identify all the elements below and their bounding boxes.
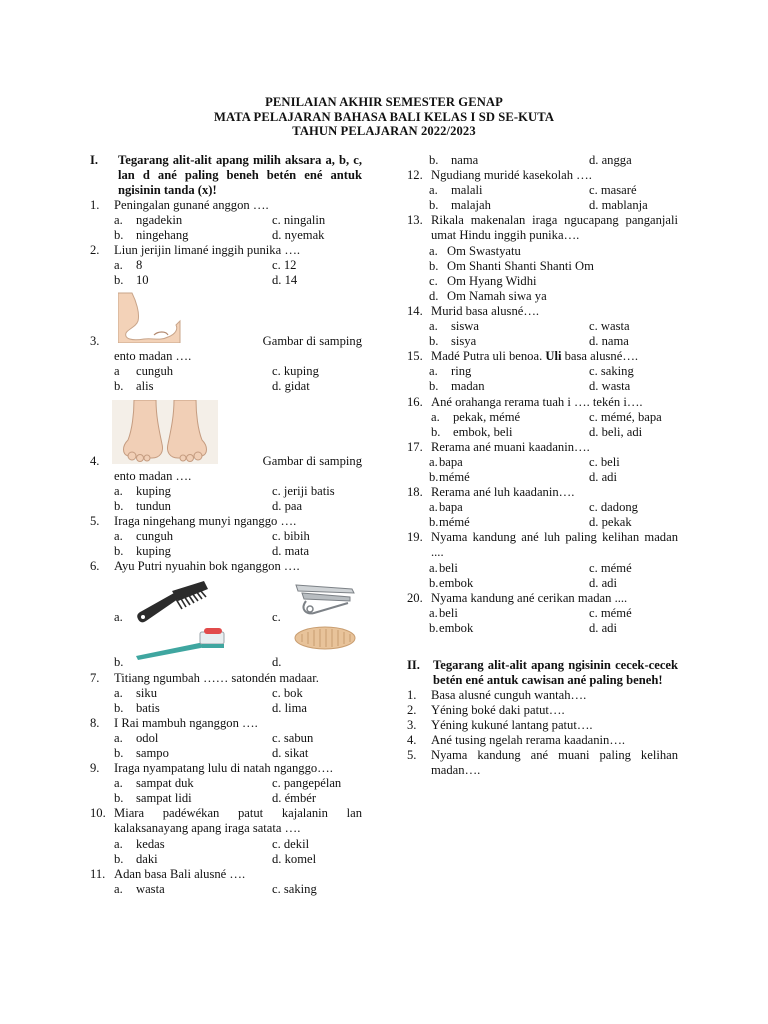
option-d[interactable]: d. pekak: [589, 515, 632, 530]
option-d[interactable]: d. adi: [589, 469, 617, 484]
header-line-3: TAHUN PELAJARAN 2022/2023: [292, 124, 476, 138]
option-a[interactable]: a. pekak, mémé: [431, 409, 521, 424]
question-number: 2.: [90, 243, 100, 258]
item-number: 4.: [407, 733, 417, 748]
option-b[interactable]: b. madan: [429, 379, 485, 394]
option-a[interactable]: a.beli: [429, 605, 458, 620]
question-15-options: [407, 364, 678, 394]
option-d[interactable]: d. adi: [589, 620, 617, 635]
question-number: 16.: [407, 394, 423, 409]
question-text: ento madan ….: [114, 348, 192, 363]
question-text: Gambar di samping: [262, 333, 362, 348]
question-13-options: [407, 244, 678, 304]
option-c[interactable]: c. saking: [272, 881, 317, 896]
option-d[interactable]: d. nyemak: [272, 228, 325, 243]
question-text: Gambar di samping: [262, 453, 362, 468]
question-number: 14.: [407, 303, 423, 318]
question-5-options: [90, 529, 362, 559]
question-text: ento madan ….: [114, 468, 192, 483]
essay-item-2[interactable]: [407, 703, 678, 718]
option-c[interactable]: c. masaré: [589, 183, 637, 198]
question-14: [407, 304, 678, 319]
option-b[interactable]: b. malajah: [429, 198, 491, 213]
item-text: Yéning kukuné lantang patut….: [431, 718, 593, 733]
option-d[interactable]: d. mablanja: [589, 198, 648, 213]
option-b[interactable]: b. Om Shanti Shanti Shanti Om: [429, 258, 594, 273]
item-text: Yéning boké daki patut….: [431, 703, 565, 718]
question-14-options: [407, 319, 678, 349]
option-d[interactable]: d. nama: [589, 334, 629, 349]
option-c[interactable]: c. pangepélan: [272, 776, 342, 791]
question-19: [407, 530, 678, 560]
option-a[interactable]: a. wasta: [114, 881, 165, 896]
question-number: 11.: [90, 866, 106, 881]
option-d-brush[interactable]: d.: [272, 628, 362, 671]
toothbrush-image: [134, 624, 226, 660]
option-d[interactable]: d. sikat: [272, 745, 309, 760]
section-title: Tegarang alit-alit apang milih aksara a, b, c, lan d ané paling beneh betén ené antuk ngisinin tanda (x)!: [118, 153, 362, 197]
question-number: 19.: [407, 530, 423, 545]
nail-clipper-image: [292, 579, 358, 619]
question-3: [90, 289, 362, 349]
option-d[interactable]: d. gidat: [272, 378, 310, 393]
option-c[interactable]: c. wasta: [589, 319, 630, 334]
option-d[interactable]: d. beli, adi: [589, 424, 643, 439]
section-number: II.: [407, 658, 420, 672]
question-number: 8.: [90, 715, 100, 730]
option-a[interactable]: a.beli: [429, 560, 458, 575]
question-18-options: [407, 500, 678, 530]
question-text: Ané orahanga rerama tuah i …. tekén i….: [431, 394, 643, 409]
option-b[interactable]: b. alis: [114, 378, 154, 393]
left-column: [90, 153, 362, 897]
question-number: 20.: [407, 590, 423, 605]
question-text: Miara padéwékan patut kajalanin lan kalaksanayang apang iraga satata ….: [114, 806, 362, 836]
option-d[interactable]: d. komel: [272, 851, 317, 866]
question-7: [90, 671, 362, 686]
item-text: Nyama kandung ané muani paling kelihan madan….: [431, 748, 678, 778]
question-text: Iraga ningehang munyi nganggo ….: [114, 514, 297, 529]
question-12: [407, 168, 678, 183]
question-11-options-right: [407, 153, 678, 168]
right-column: [407, 153, 678, 779]
question-number: 17.: [407, 439, 423, 454]
section-title: Tegarang alit-alit apang ngisinin cecek-cecek betén ené antuk cawisan ané paling beneh!: [433, 658, 678, 687]
question-text: Ngudiang muridé kasekolah ….: [431, 168, 592, 183]
question-text: Murid basa alusné….: [431, 303, 540, 318]
question-3-cont: [90, 349, 362, 364]
question-text: Madé Putra uli benoa. Uli basa alusné….: [431, 349, 639, 364]
option-b[interactable]: b. tundun: [114, 499, 171, 514]
essay-item-1[interactable]: [407, 688, 678, 703]
essay-item-3[interactable]: [407, 718, 678, 733]
item-number: 2.: [407, 703, 417, 718]
section-2-heading: [407, 658, 678, 688]
option-c-nail-clipper[interactable]: c.: [272, 575, 362, 628]
option-b[interactable]: b. batis: [114, 700, 160, 715]
option-c[interactable]: c. bibih: [272, 529, 310, 544]
header-line-2: MATA PELAJARAN BAHASA BALI KELAS I SD SE-KUTA: [213, 109, 555, 124]
question-text: Adan basa Bali alusné ….: [114, 866, 246, 881]
question-18: [407, 485, 678, 500]
option-b[interactable]: b.embok: [429, 620, 474, 635]
option-b[interactable]: b. kuping: [114, 544, 171, 559]
option-b-toothbrush[interactable]: b.: [114, 628, 272, 671]
question-9-options: [90, 776, 362, 806]
question-7-options: [90, 686, 362, 716]
question-1-options: [90, 213, 362, 243]
question-8: [90, 716, 362, 731]
question-number: 13.: [407, 213, 423, 228]
question-text: Nyama kandung ané luh paling kelihan madan ....: [431, 530, 678, 560]
option-d[interactable]: d. adi: [589, 575, 617, 590]
option-c[interactable]: c. dekil: [272, 836, 310, 851]
option-a[interactable]: a. ngadekin: [114, 213, 183, 228]
question-text: I Rai mambuh nganggon ….: [114, 715, 258, 730]
question-text: Titiang ngumbah …… satondén madaar.: [114, 670, 319, 685]
question-number: 9.: [90, 761, 100, 776]
option-a[interactable]: a. Om Swastyatu: [429, 243, 521, 258]
question-number: 15.: [407, 349, 423, 364]
option-d[interactable]: d. angga: [589, 153, 632, 167]
feet-image: [112, 400, 218, 464]
option-a[interactable]: a. siku: [114, 685, 157, 700]
question-17-options: [407, 455, 678, 485]
item-number: 1.: [407, 688, 417, 702]
item-text: Ané tusing ngelah rerama kaadanin….: [431, 733, 626, 748]
option-c[interactable]: c. 12: [272, 258, 297, 273]
option-b[interactable]: b. nama: [429, 153, 479, 167]
option-b[interactable]: b.embok: [429, 575, 474, 590]
question-8-options: [90, 731, 362, 761]
question-10: [90, 806, 362, 836]
question-16: [407, 395, 678, 410]
question-number: 18.: [407, 485, 423, 500]
item-text: Basa alusné cunguh wantah….: [431, 688, 587, 702]
option-c[interactable]: c. Om Hyang Widhi: [429, 273, 537, 288]
question-text: Ayu Putri nyuahin bok nganggon ….: [114, 559, 300, 574]
question-number: 6.: [90, 559, 100, 574]
brush-image: [292, 624, 358, 654]
option-b[interactable]: b. embok, beli: [431, 424, 513, 439]
option-d[interactable]: d. Om Namah siwa ya: [429, 288, 547, 303]
header-line-1: PENILAIAN AKHIR SEMESTER GENAP: [265, 95, 503, 109]
option-b[interactable]: b. 10: [114, 273, 149, 288]
question-text: Liun jerijin limané inggih punika ….: [114, 243, 301, 258]
option-a[interactable]: a.bapa: [429, 500, 463, 515]
question-17: [407, 440, 678, 455]
option-b[interactable]: b. daki: [114, 851, 158, 866]
question-20: [407, 591, 678, 606]
item-number: 5.: [407, 748, 417, 763]
question-11-options-left: [90, 882, 362, 897]
question-number: 1.: [90, 198, 100, 212]
question-number: 10.: [90, 806, 106, 821]
question-text: Peningalan gunané anggon ….: [114, 198, 269, 212]
option-b[interactable]: b. sampo: [114, 745, 169, 760]
option-a-comb[interactable]: a.: [114, 575, 272, 628]
option-a[interactable]: a.bapa: [429, 454, 463, 469]
spacer: [407, 636, 678, 658]
section-number: I.: [90, 153, 99, 167]
essay-item-5[interactable]: [407, 748, 678, 778]
option-a[interactable]: a. 8: [114, 258, 143, 273]
option-c[interactable]: c. dadong: [589, 500, 638, 515]
option-d[interactable]: d. mata: [272, 544, 310, 559]
question-text: Rerama ané muani kaadanin….: [431, 439, 590, 454]
option-d[interactable]: d. 14: [272, 273, 298, 288]
question-number: 5.: [90, 514, 100, 529]
option-b[interactable]: b. ningehang: [114, 228, 189, 243]
question-text: Rikala makenalan iraga ngucapang panganjali umat Hindu inggih punika….: [431, 213, 678, 243]
question-3-options: [90, 364, 362, 394]
option-a[interactable]: a. kuping: [114, 483, 171, 498]
option-a[interactable]: a. siswa: [429, 319, 479, 334]
question-number: 4.: [90, 453, 100, 468]
question-4: [90, 394, 362, 469]
item-number: 3.: [407, 718, 417, 733]
question-1: [90, 198, 362, 213]
option-c[interactable]: c. mémé, bapa: [589, 409, 662, 424]
option-c[interactable]: c. saking: [589, 364, 634, 379]
question-10-options: [90, 837, 362, 867]
question-15: [407, 349, 678, 364]
question-2-options: [90, 258, 362, 288]
option-a[interactable]: a. odol: [114, 730, 159, 745]
question-number: 3.: [90, 333, 100, 348]
question-4-options: [90, 484, 362, 514]
question-text: Iraga nyampatang lulu di natah nganggo….: [114, 761, 333, 776]
option-a[interactable]: a. kedas: [114, 836, 165, 851]
question-12-options: [407, 183, 678, 213]
option-c[interactable]: c. bok: [272, 685, 303, 700]
option-a[interactable]: a. cunguh: [114, 529, 174, 544]
question-4-cont: [90, 469, 362, 484]
question-13: [407, 213, 678, 243]
page-header: [0, 95, 768, 139]
question-text: Nyama kandung ané cerikan madan ....: [431, 590, 628, 605]
option-b[interactable]: b. sisya: [429, 334, 477, 349]
option-d[interactable]: d. lima: [272, 700, 307, 715]
question-5: [90, 514, 362, 529]
option-b[interactable]: b. sampat lidi: [114, 791, 192, 806]
option-b[interactable]: b.mémé: [429, 469, 470, 484]
question-19-options: [407, 561, 678, 591]
section-1-heading: [90, 153, 362, 198]
option-c[interactable]: c. jeriji batis: [272, 483, 335, 498]
option-a[interactable]: a. sampat duk: [114, 776, 194, 791]
option-c[interactable]: c. mémé: [589, 605, 632, 620]
question-text: Rerama ané luh kaadanin….: [431, 485, 575, 500]
nose-image: [118, 291, 184, 343]
question-20-options: [407, 606, 678, 636]
option-b[interactable]: b.mémé: [429, 515, 470, 530]
option-d[interactable]: d. paa: [272, 499, 303, 514]
question-number: 12.: [407, 168, 423, 183]
section-2-items: [407, 688, 678, 779]
option-c[interactable]: c. mémé: [589, 560, 632, 575]
question-2: [90, 243, 362, 258]
option-c[interactable]: c. beli: [589, 454, 620, 469]
question-number: 7.: [90, 670, 100, 685]
option-d[interactable]: d. wasta: [589, 379, 631, 394]
option-c[interactable]: c. ningalin: [272, 213, 326, 228]
essay-item-4[interactable]: [407, 733, 678, 748]
option-a[interactable]: a cunguh: [114, 363, 174, 378]
option-a[interactable]: a. ring: [429, 364, 472, 379]
option-c[interactable]: c. kuping: [272, 363, 319, 378]
question-11: [90, 867, 362, 882]
question-16-options: [407, 410, 678, 440]
option-a[interactable]: a. malali: [429, 183, 483, 198]
question-6-options: [90, 575, 362, 671]
option-d[interactable]: d. émbér: [272, 791, 317, 806]
comb-image: [134, 579, 210, 625]
option-c[interactable]: c. sabun: [272, 730, 314, 745]
question-9: [90, 761, 362, 776]
question-6: [90, 559, 362, 574]
